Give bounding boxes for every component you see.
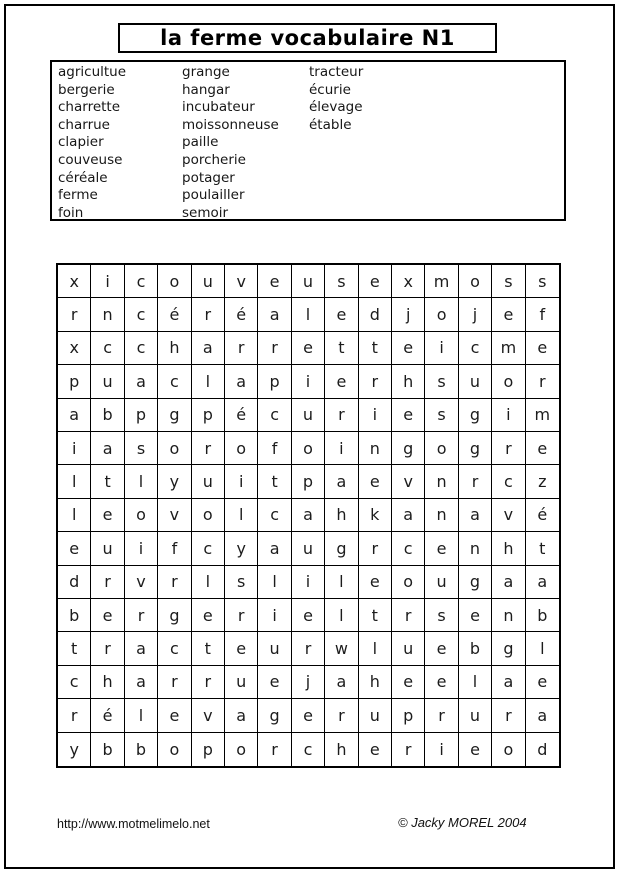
grid-cell: e <box>459 599 492 632</box>
grid-cell: p <box>58 365 91 398</box>
grid-cell: a <box>225 699 258 732</box>
grid-cell: g <box>459 566 492 599</box>
grid-cell: u <box>292 399 325 432</box>
grid-cell: b <box>58 599 91 632</box>
word-list-item: clapier <box>58 134 104 151</box>
grid-cell: l <box>459 666 492 699</box>
grid-cell: t <box>526 532 559 565</box>
grid-cell: a <box>526 699 559 732</box>
grid-cell: b <box>125 733 158 766</box>
grid-cell: p <box>125 399 158 432</box>
grid-cell: a <box>392 499 425 532</box>
grid-cell: s <box>425 399 458 432</box>
grid-cell: a <box>91 432 124 465</box>
grid-cell: a <box>258 298 291 331</box>
grid-cell: e <box>359 465 392 498</box>
grid-cell: u <box>91 532 124 565</box>
grid-cell: c <box>392 532 425 565</box>
grid-cell: s <box>526 265 559 298</box>
grid-cell: r <box>459 465 492 498</box>
grid-cell: h <box>492 532 525 565</box>
grid-cell: r <box>192 298 225 331</box>
grid-cell: o <box>158 432 191 465</box>
grid-cell: r <box>225 332 258 365</box>
grid-cell: r <box>158 566 191 599</box>
grid-cell: j <box>392 298 425 331</box>
word-list-item: ferme <box>58 187 98 204</box>
word-list-item: incubateur <box>182 99 255 116</box>
grid-cell: u <box>91 365 124 398</box>
grid-cell: e <box>225 632 258 665</box>
grid-cell: p <box>192 399 225 432</box>
grid-cell: e <box>192 599 225 632</box>
grid-cell: a <box>492 566 525 599</box>
grid-cell: l <box>325 599 358 632</box>
grid-cell: u <box>292 265 325 298</box>
grid-cell: r <box>325 699 358 732</box>
grid-cell: i <box>258 599 291 632</box>
grid-cell: e <box>425 532 458 565</box>
grid-cell: p <box>258 365 291 398</box>
grid-cell: i <box>492 399 525 432</box>
grid-cell: g <box>158 399 191 432</box>
website-url[interactable]: http://www.motmelimelo.net <box>57 817 210 831</box>
grid-cell: e <box>526 332 559 365</box>
grid-cell: l <box>125 699 158 732</box>
grid-cell: r <box>125 599 158 632</box>
grid-cell: é <box>225 298 258 331</box>
word-list-item: hangar <box>182 81 230 98</box>
grid-cell: b <box>459 632 492 665</box>
grid-cell: e <box>258 666 291 699</box>
word-list-column <box>309 64 363 134</box>
grid-cell: c <box>91 332 124 365</box>
word-list-item: tracteur <box>309 64 364 80</box>
grid-cell: d <box>359 298 392 331</box>
grid-cell: e <box>425 632 458 665</box>
grid-cell: t <box>325 332 358 365</box>
grid-cell: a <box>192 332 225 365</box>
grid-cell: o <box>492 365 525 398</box>
grid-cell: c <box>125 298 158 331</box>
word-list-item: étable <box>309 116 352 133</box>
word-list-item: foin <box>58 204 84 221</box>
grid-cell: o <box>225 432 258 465</box>
grid-cell: n <box>91 298 124 331</box>
grid-cell: m <box>492 332 525 365</box>
grid-cell: o <box>425 432 458 465</box>
grid-cell: g <box>158 599 191 632</box>
grid-cell: l <box>292 298 325 331</box>
grid-cell: i <box>292 566 325 599</box>
grid-cell: d <box>58 566 91 599</box>
grid-cell: i <box>292 365 325 398</box>
grid-cell: p <box>192 733 225 766</box>
grid-cell: x <box>392 265 425 298</box>
grid-cell: b <box>526 599 559 632</box>
grid-cell: c <box>192 532 225 565</box>
grid-cell: l <box>58 499 91 532</box>
grid-cell: a <box>325 465 358 498</box>
grid-cell: o <box>158 733 191 766</box>
grid-cell: a <box>492 666 525 699</box>
grid-cell: é <box>91 699 124 732</box>
grid-cell: v <box>125 566 158 599</box>
grid-cell: f <box>526 298 559 331</box>
grid-cell: s <box>125 432 158 465</box>
grid-cell: t <box>58 632 91 665</box>
grid-cell: h <box>325 733 358 766</box>
grid-cell: i <box>425 733 458 766</box>
grid-cell: n <box>359 432 392 465</box>
grid-cell: o <box>292 432 325 465</box>
grid-cell: v <box>225 265 258 298</box>
grid-cell: u <box>459 365 492 398</box>
grid-cell: e <box>325 298 358 331</box>
grid-cell: t <box>192 632 225 665</box>
grid-cell: c <box>125 265 158 298</box>
grid-cell: o <box>125 499 158 532</box>
grid-cell: l <box>125 465 158 498</box>
grid-cell: u <box>292 532 325 565</box>
grid-cell: h <box>359 666 392 699</box>
grid-cell: e <box>325 365 358 398</box>
grid-cell: s <box>325 265 358 298</box>
wordsearch-grid <box>56 263 561 768</box>
grid-cell: r <box>258 733 291 766</box>
grid-cell: i <box>325 432 358 465</box>
word-list-item: poulailler <box>182 187 245 204</box>
word-list-box <box>50 60 566 221</box>
word-list-item: moissonneuse <box>182 116 279 133</box>
grid-cell: i <box>359 399 392 432</box>
grid-cell: y <box>58 733 91 766</box>
grid-cell: l <box>359 632 392 665</box>
grid-cell: a <box>325 666 358 699</box>
grid-cell: t <box>359 332 392 365</box>
grid-cell: u <box>459 699 492 732</box>
grid-cell: a <box>225 365 258 398</box>
grid-cell: c <box>258 499 291 532</box>
grid-cell: r <box>325 399 358 432</box>
grid-cell: g <box>459 399 492 432</box>
grid-cell: r <box>225 599 258 632</box>
grid-cell: f <box>258 432 291 465</box>
word-list-column <box>182 64 279 222</box>
grid-cell: b <box>91 733 124 766</box>
grid-cell: u <box>425 566 458 599</box>
grid-cell: u <box>192 465 225 498</box>
grid-cell: r <box>526 365 559 398</box>
grid-cell: r <box>359 532 392 565</box>
grid-cell: r <box>359 365 392 398</box>
word-list-column <box>58 64 126 222</box>
grid-cell: i <box>58 432 91 465</box>
grid-cell: c <box>58 666 91 699</box>
grid-cell: e <box>492 298 525 331</box>
grid-cell: é <box>225 399 258 432</box>
grid-cell: g <box>325 532 358 565</box>
word-list-item: écurie <box>309 81 351 98</box>
grid-cell: m <box>526 399 559 432</box>
grid-cell: s <box>425 365 458 398</box>
grid-cell: é <box>158 298 191 331</box>
grid-cell: r <box>58 298 91 331</box>
grid-cell: v <box>158 499 191 532</box>
grid-cell: e <box>292 332 325 365</box>
grid-cell: a <box>459 499 492 532</box>
word-list-item: potager <box>182 169 235 186</box>
grid-cell: n <box>425 499 458 532</box>
word-list-item: céréale <box>58 169 108 186</box>
grid-cell: e <box>359 733 392 766</box>
grid-cell: o <box>225 733 258 766</box>
grid-cell: r <box>492 432 525 465</box>
grid-cell: e <box>526 432 559 465</box>
grid-cell: i <box>425 332 458 365</box>
grid-cell: r <box>392 733 425 766</box>
grid-cell: u <box>225 666 258 699</box>
grid-cell: e <box>258 265 291 298</box>
copyright-text: © Jacky MOREL 2004 <box>398 815 527 830</box>
grid-cell: n <box>459 532 492 565</box>
grid-cell: o <box>158 265 191 298</box>
grid-cell: r <box>258 332 291 365</box>
grid-cell: e <box>392 399 425 432</box>
grid-cell: c <box>292 733 325 766</box>
grid-cell: u <box>192 265 225 298</box>
grid-cell: r <box>58 699 91 732</box>
grid-cell: o <box>425 298 458 331</box>
grid-cell: a <box>526 566 559 599</box>
word-list-item: agricultue <box>58 64 127 80</box>
grid-cell: a <box>58 399 91 432</box>
grid-cell: g <box>392 432 425 465</box>
word-list-item: porcherie <box>182 151 246 168</box>
grid-cell: e <box>292 699 325 732</box>
word-list-item: charrette <box>58 99 121 116</box>
grid-cell: c <box>258 399 291 432</box>
word-list-item: paille <box>182 134 219 151</box>
grid-cell: c <box>125 332 158 365</box>
grid-cell: l <box>258 566 291 599</box>
grid-cell: h <box>158 332 191 365</box>
grid-cell: c <box>459 332 492 365</box>
grid-cell: l <box>58 465 91 498</box>
grid-cell: r <box>192 666 225 699</box>
grid-cell: l <box>225 499 258 532</box>
grid-cell: m <box>425 265 458 298</box>
grid-cell: r <box>425 699 458 732</box>
grid-cell: e <box>425 666 458 699</box>
grid-cell: n <box>492 599 525 632</box>
grid-cell: y <box>158 465 191 498</box>
grid-cell: b <box>91 399 124 432</box>
grid-cell: t <box>91 465 124 498</box>
grid-cell: v <box>392 465 425 498</box>
grid-cell: o <box>492 733 525 766</box>
grid-cell: e <box>392 332 425 365</box>
grid-cell: a <box>292 499 325 532</box>
grid-cell: r <box>158 666 191 699</box>
grid-cell: x <box>58 265 91 298</box>
grid-cell: f <box>158 532 191 565</box>
grid-cell: e <box>359 566 392 599</box>
grid-cell: j <box>292 666 325 699</box>
word-list-item: semoir <box>182 204 229 221</box>
grid-cell: r <box>91 632 124 665</box>
word-list-item: grange <box>182 64 230 80</box>
word-list-item: élevage <box>309 99 363 116</box>
grid-cell: c <box>158 365 191 398</box>
grid-cell: c <box>492 465 525 498</box>
grid-cell: e <box>91 599 124 632</box>
grid-cell: o <box>192 499 225 532</box>
grid-cell: s <box>425 599 458 632</box>
grid-cell: e <box>58 532 91 565</box>
grid-cell: r <box>91 566 124 599</box>
grid-cell: g <box>459 432 492 465</box>
grid-cell: t <box>359 599 392 632</box>
grid-cell: c <box>158 632 191 665</box>
grid-cell: l <box>192 566 225 599</box>
grid-cell: k <box>359 499 392 532</box>
grid-cell: p <box>292 465 325 498</box>
title-box <box>118 23 497 53</box>
grid-cell: d <box>537 739 548 759</box>
grid-cell: r <box>392 599 425 632</box>
grid-cell: e <box>392 666 425 699</box>
grid-cell: r <box>292 632 325 665</box>
grid-cell: j <box>459 298 492 331</box>
grid-cell: h <box>91 666 124 699</box>
grid-cell: l <box>526 632 559 665</box>
grid-cell: p <box>392 699 425 732</box>
grid-cell: o <box>459 265 492 298</box>
grid-cell: y <box>225 532 258 565</box>
grid-cell: r <box>192 432 225 465</box>
grid-cell: a <box>258 532 291 565</box>
grid-cell: r <box>492 699 525 732</box>
page-title: la ferme vocabulaire N1 <box>160 26 455 50</box>
grid-cell: u <box>359 699 392 732</box>
grid-cell: a <box>125 632 158 665</box>
grid-cell: g <box>258 699 291 732</box>
grid-cell: e <box>158 699 191 732</box>
grid-cell: i <box>225 465 258 498</box>
word-list-item: charrue <box>58 116 110 133</box>
grid-cell: e <box>292 599 325 632</box>
grid-cell: g <box>492 632 525 665</box>
grid-cell: h <box>325 499 358 532</box>
grid-cell: h <box>392 365 425 398</box>
word-list-item: couveuse <box>58 151 123 168</box>
grid-cell: v <box>192 699 225 732</box>
grid-cell: l <box>325 566 358 599</box>
grid-cell: é <box>526 499 559 532</box>
grid-cell: w <box>325 632 358 665</box>
grid-cell: u <box>258 632 291 665</box>
grid-cell: t <box>258 465 291 498</box>
word-list-item: bergerie <box>58 81 115 98</box>
grid-cell: u <box>392 632 425 665</box>
grid-cell: s <box>492 265 525 298</box>
grid-cell: i <box>125 532 158 565</box>
grid-cell: l <box>192 365 225 398</box>
grid-cell: o <box>392 566 425 599</box>
grid-cell: a <box>125 666 158 699</box>
grid-cell: e <box>359 265 392 298</box>
grid-cell: v <box>492 499 525 532</box>
grid-cell: a <box>125 365 158 398</box>
grid-cell: z <box>526 465 559 498</box>
grid-cell: e <box>459 733 492 766</box>
grid-cell: i <box>91 265 124 298</box>
grid-cell: s <box>225 566 258 599</box>
grid-cell: x <box>58 332 91 365</box>
grid-cell: e <box>91 499 124 532</box>
grid-cell: e <box>526 666 559 699</box>
grid-cell: n <box>425 465 458 498</box>
